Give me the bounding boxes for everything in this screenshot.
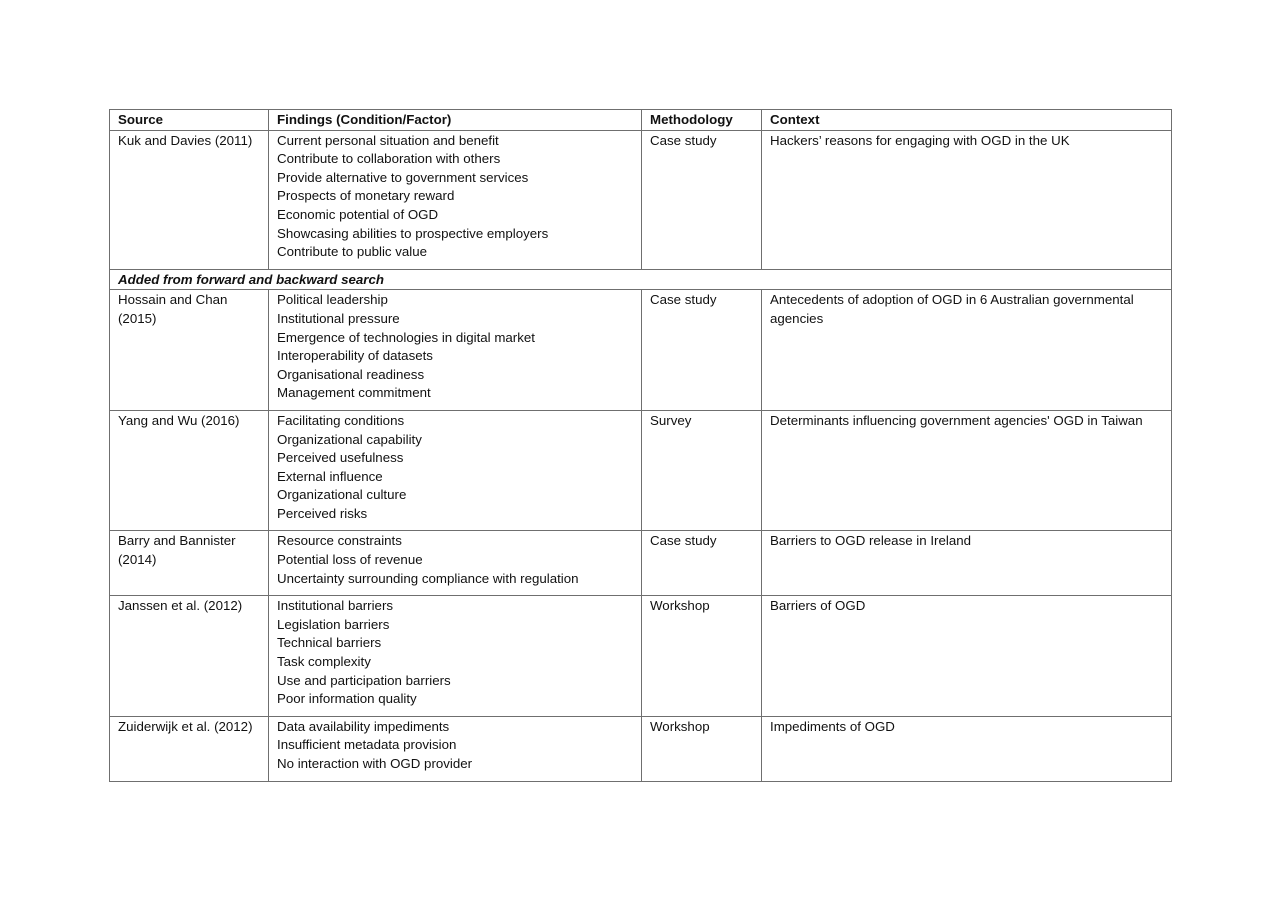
header-source: Source xyxy=(110,110,269,131)
methodology-cell: Case study xyxy=(642,130,762,269)
finding-item: Prospects of monetary reward xyxy=(277,188,455,204)
finding-item: No interaction with OGD provider xyxy=(277,756,473,771)
header-methodology: Methodology xyxy=(642,110,762,131)
finding-item: Economic potential of OGD xyxy=(277,206,439,222)
finding-item: Perceived usefulness xyxy=(277,450,404,466)
finding-item: Institutional barriers xyxy=(277,598,394,614)
findings-cell xyxy=(269,716,642,781)
context-cell: Determinants influencing government agencies' OGD in Taiwan xyxy=(762,410,1172,531)
findings-cell xyxy=(269,130,642,269)
context-cell: Barriers to OGD release in Ireland xyxy=(762,531,1172,596)
finding-item: Perceived risks xyxy=(277,505,368,521)
table-row xyxy=(110,410,1172,531)
finding-item: Organizational capability xyxy=(277,431,422,447)
finding-item: Resource constraints xyxy=(277,533,402,549)
source-cell: Janssen et al. (2012) xyxy=(110,596,269,717)
finding-item: Legislation barriers xyxy=(277,616,390,632)
section-heading: Added from forward and backward search xyxy=(110,269,1172,290)
methodology-cell: Workshop xyxy=(642,596,762,717)
context-cell: Antecedents of adoption of OGD in 6 Australian governmental agencies xyxy=(762,290,1172,411)
finding-item: Task complexity xyxy=(277,654,371,670)
finding-item: Use and participation barriers xyxy=(277,672,451,688)
finding-item: Provide alternative to government services xyxy=(277,169,529,185)
context-cell: Hackers’ reasons for engaging with OGD in the UK xyxy=(762,130,1172,269)
methodology-cell: Case study xyxy=(642,290,762,411)
methodology-cell: Workshop xyxy=(642,716,762,781)
finding-item: Uncertainty surrounding compliance with regulation xyxy=(277,570,579,586)
finding-item: External influence xyxy=(277,468,383,484)
finding-item: Management commitment xyxy=(277,385,431,401)
table-body xyxy=(110,130,1172,781)
finding-item: Organizational culture xyxy=(277,487,407,503)
context-cell: Impediments of OGD xyxy=(762,716,1172,781)
findings-cell xyxy=(269,410,642,531)
finding-item: Current personal situation and benefit xyxy=(277,132,499,148)
methodology-cell: Case study xyxy=(642,531,762,596)
header-row xyxy=(110,110,1172,131)
table-row xyxy=(110,531,1172,596)
source-cell: Hossain and Chan (2015) xyxy=(110,290,269,411)
methodology-cell: Survey xyxy=(642,410,762,531)
findings-cell xyxy=(269,596,642,717)
literature-table xyxy=(109,109,1172,782)
header-context: Context xyxy=(762,110,1172,131)
finding-item: Potential loss of revenue xyxy=(277,552,423,568)
finding-item: Political leadership xyxy=(277,292,388,308)
finding-item: Facilitating conditions xyxy=(277,412,405,428)
findings-cell xyxy=(269,290,642,411)
section-row xyxy=(110,269,1172,290)
table-row xyxy=(110,290,1172,411)
finding-item: Emergence of technologies in digital market xyxy=(277,329,535,345)
finding-item: Poor information quality xyxy=(277,691,417,707)
finding-item: Institutional pressure xyxy=(277,310,400,326)
source-cell: Barry and Bannister (2014) xyxy=(110,531,269,596)
table-row xyxy=(110,130,1172,269)
source-cell: Zuiderwijk et al. (2012) xyxy=(110,716,269,781)
finding-item: Contribute to collaboration with others xyxy=(277,151,501,167)
source-cell: Yang and Wu (2016) xyxy=(110,410,269,531)
context-cell: Barriers of OGD xyxy=(762,596,1172,717)
finding-item: Insufficient metadata provision xyxy=(277,737,457,753)
table-row xyxy=(110,716,1172,781)
table-header xyxy=(110,110,1172,131)
finding-item: Technical barriers xyxy=(277,635,382,651)
table-row xyxy=(110,596,1172,717)
header-findings: Findings (Condition/Factor) xyxy=(269,110,642,131)
finding-item: Data availability impediments xyxy=(277,718,450,734)
findings-cell xyxy=(269,531,642,596)
source-cell: Kuk and Davies (2011) xyxy=(110,130,269,269)
finding-item: Organisational readiness xyxy=(277,366,425,382)
finding-item: Contribute to public value xyxy=(277,244,428,260)
finding-item: Showcasing abilities to prospective employers xyxy=(277,225,549,241)
finding-item: Interoperability of datasets xyxy=(277,348,433,364)
